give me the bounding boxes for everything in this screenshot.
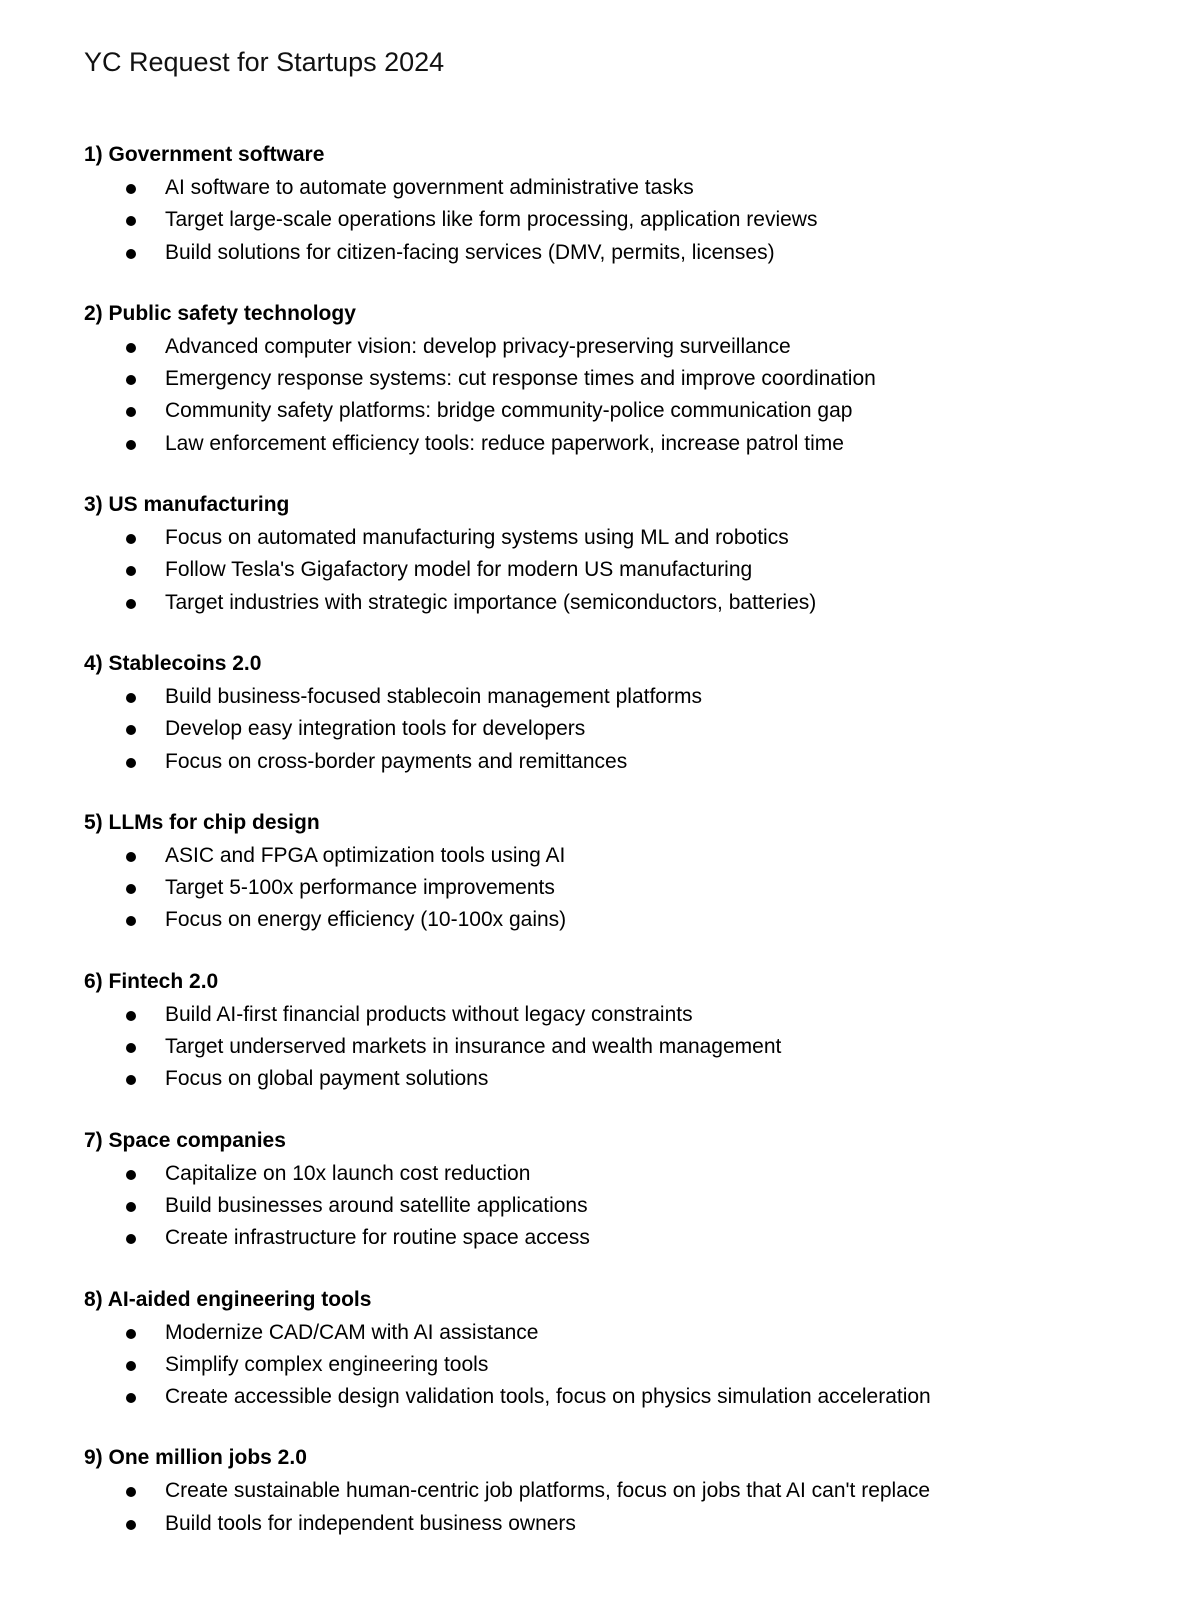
bullet-list [84,681,1200,778]
bullet-item [84,1475,1200,1507]
bullet-item [84,681,1200,713]
section-heading: 5) LLMs for chip design [84,810,320,834]
bullet-dot-icon [126,249,136,259]
bullet-dot-icon [126,884,136,894]
bullet-item [84,237,1200,269]
bullet-item [84,331,1200,363]
bullet-dot-icon [126,343,136,353]
bullet-list [84,1475,1200,1540]
bullet-text: Community safety platforms: bridge community-police communication gap [165,399,853,423]
document-title: YC Request for Startups 2024 [84,47,445,77]
bullet-list [84,999,1200,1096]
section-heading: 3) US manufacturing [84,493,290,517]
bullet-list [84,331,1200,460]
bullet-list [84,840,1200,937]
bullet-dot-icon [126,1202,136,1212]
bullet-text: Build solutions for citizen-facing services (DMV, permits, licenses) [165,240,775,264]
bullet-text: Focus on cross-border payments and remittances [165,749,628,773]
section-heading: 6) Fintech 2.0 [84,969,219,993]
bullet-text: Build tools for independent business owners [165,1511,576,1535]
bullet-dot-icon [126,1361,136,1371]
bullet-dot-icon [126,1520,136,1530]
bullet-text: Law enforcement efficiency tools: reduce paperwork, increase patrol time [165,431,844,455]
bullet-dot-icon [126,758,136,768]
bullet-text: Build businesses around satellite applications [165,1193,588,1217]
bullet-text: Create infrastructure for routine space access [165,1226,590,1250]
bullet-dot-icon [126,693,136,703]
bullet-text: Advanced computer vision: develop privacy-preserving surveillance [165,334,791,358]
bullet-text: Build AI-first financial products without legacy constraints [165,1002,693,1026]
bullet-text: Target 5-100x performance improvements [165,876,555,900]
bullet-text: Create sustainable human-centric job platforms, focus on jobs that AI can't replace [165,1479,931,1503]
section-heading: 8) AI-aided engineering tools [84,1287,372,1311]
bullet-item [84,554,1200,586]
bullet-dot-icon [126,440,136,450]
section-heading: 2) Public safety technology [84,301,356,325]
bullet-item [84,1158,1200,1190]
bullet-list [84,1158,1200,1255]
bullet-item [84,1031,1200,1063]
section [84,967,1200,1096]
section-heading: 1) Government software [84,143,325,166]
bullet-dot-icon [126,375,136,385]
section [84,1285,1200,1414]
section-heading: 7) Space companies [84,1128,286,1152]
bullet-item [84,204,1200,236]
bullet-text: Target underserved markets in insurance and wealth management [165,1035,782,1059]
bullet-item [84,172,1200,204]
bullet-list [84,1317,1200,1414]
bullet-item [84,363,1200,395]
bullet-dot-icon [126,1393,136,1403]
bullet-item [84,713,1200,745]
bullet-item [84,428,1200,460]
bullet-dot-icon [126,916,136,926]
section [84,490,1200,619]
bullet-text: Focus on global payment solutions [165,1067,489,1091]
bullet-dot-icon [126,407,136,417]
bullet-dot-icon [126,1075,136,1085]
bullet-dot-icon [126,725,136,735]
bullet-list [84,172,1200,269]
bullet-dot-icon [126,1329,136,1339]
bullet-dot-icon [126,566,136,576]
bullet-dot-icon [126,1011,136,1021]
bullet-dot-icon [126,1170,136,1180]
bullet-item [84,904,1200,936]
bullet-text: Create accessible design validation tools, focus on physics simulation acceleration [165,1385,931,1409]
bullet-item [84,1349,1200,1381]
bullet-text: AI software to automate government administrative tasks [165,176,694,199]
section [84,1126,1200,1255]
bullet-text: ASIC and FPGA optimization tools using AI [165,843,566,867]
bullet-dot-icon [126,1487,136,1497]
bullet-text: Focus on automated manufacturing systems using ML and robotics [165,526,789,550]
bullet-text: Target industries with strategic importance (semiconductors, batteries) [165,590,817,614]
bullet-text: Emergency response systems: cut response times and improve coordination [165,367,876,391]
bullet-item [84,840,1200,872]
bullet-item [84,872,1200,904]
bullet-dot-icon [126,1234,136,1244]
section [84,140,1200,269]
bullet-dot-icon [126,216,136,226]
section-heading: 4) Stablecoins 2.0 [84,651,262,675]
bullet-list [84,522,1200,619]
bullet-dot-icon [126,1043,136,1053]
bullet-text: Simplify complex engineering tools [165,1352,489,1376]
section [84,299,1200,460]
bullet-dot-icon [126,852,136,862]
bullet-item [84,999,1200,1031]
bullet-item [84,587,1200,619]
bullet-text: Capitalize on 10x launch cost reduction [165,1161,531,1185]
bullet-dot-icon [126,534,136,544]
bullet-text: Modernize CAD/CAM with AI assistance [165,1320,539,1344]
bullet-item [84,1063,1200,1095]
bullet-text: Focus on energy efficiency (10-100x gains) [165,908,567,932]
bullet-text: Target large-scale operations like form processing, application reviews [165,208,818,232]
bullet-text: Build business-focused stablecoin management platforms [165,684,702,708]
section [84,649,1200,778]
bullet-item [84,1317,1200,1349]
bullet-item [84,1508,1200,1540]
bullet-dot-icon [126,184,136,194]
section-heading: 9) One million jobs 2.0 [84,1446,307,1470]
bullet-item [84,522,1200,554]
sections-container [84,140,1200,1540]
bullet-item [84,1190,1200,1222]
section [84,1443,1200,1540]
bullet-item [84,746,1200,778]
bullet-item [84,1222,1200,1254]
bullet-text: Follow Tesla's Gigafactory model for modern US manufacturing [165,558,753,582]
bullet-dot-icon [126,599,136,609]
bullet-item [84,395,1200,427]
section [84,808,1200,937]
bullet-text: Develop easy integration tools for developers [165,717,586,741]
bullet-item [84,1381,1200,1413]
